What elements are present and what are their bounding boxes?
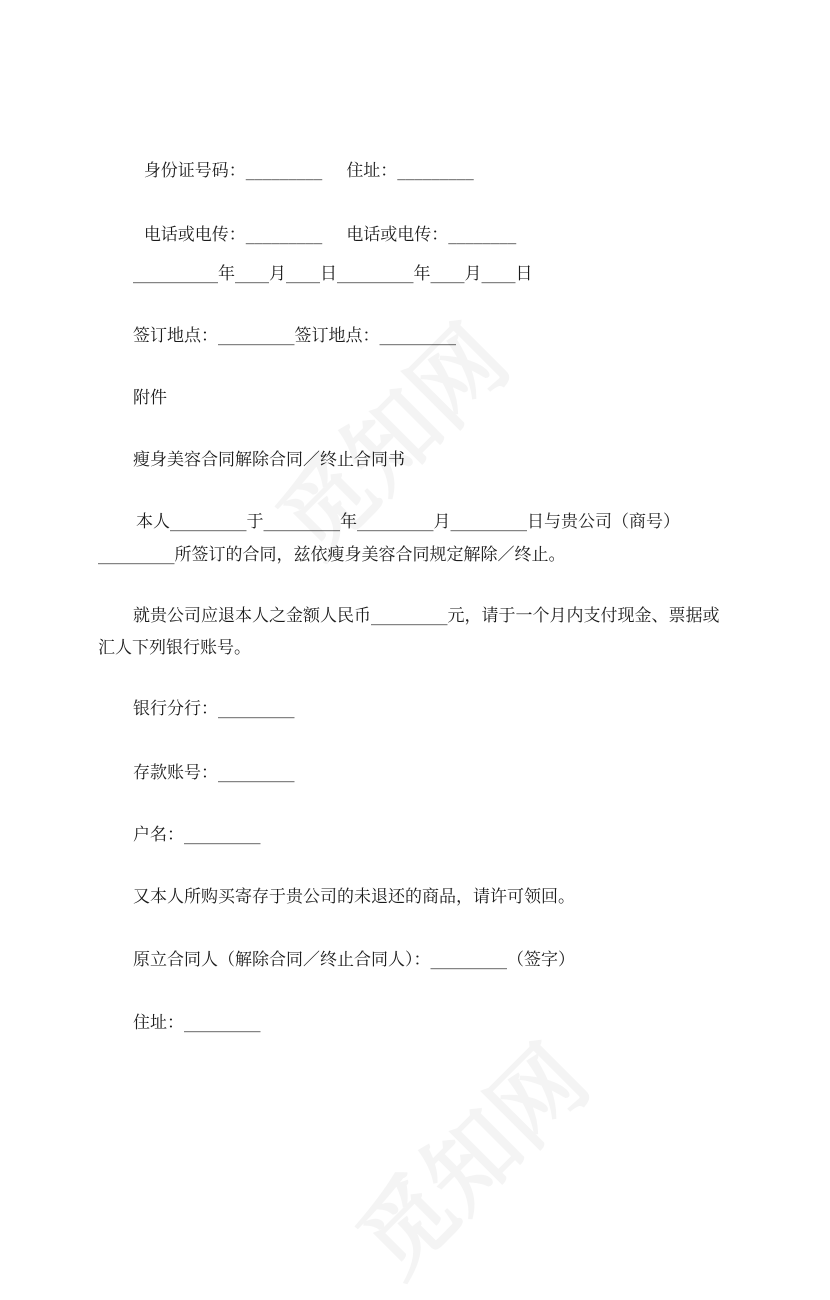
- account-number-field: 存款账号：_________: [133, 763, 295, 783]
- address-field-b: 住址：_________: [133, 1013, 261, 1033]
- paragraph-2-line-1: 就贵公司应退本人之金额人民币_________元，请于一个月内支付现金、票据或: [133, 606, 720, 626]
- phone-row: [133, 202, 516, 246]
- paragraph-2-line-2: 汇人下列银行账号。: [98, 638, 251, 658]
- bank-branch-field: 银行分行：_________: [133, 699, 295, 719]
- id-address-row: [133, 138, 474, 182]
- paragraph-1-line-1: 本人_________于_________年_________月_________日与贵公司（商号）: [136, 512, 680, 532]
- attachment-label: 附件: [133, 388, 167, 408]
- date-row: __________年____月____日_________年____月____日: [133, 264, 533, 284]
- signatory-field: 原立合同人（解除合同／终止合同人）：_________（签字）: [133, 950, 575, 970]
- goods-note: 又本人所购买寄存于贵公司的未退还的商品，请许可领回。: [133, 887, 575, 907]
- phone-field-a: 电话或电传：_________: [143, 225, 323, 245]
- account-name-field: 户名：_________: [133, 825, 261, 845]
- address-field-a: 住址：_________: [346, 161, 474, 181]
- document-title: 瘦身美容合同解除合同／终止合同书: [133, 450, 405, 470]
- paragraph-1-line-2: _________所签订的合同，兹依瘦身美容合同规定解除／终止。: [98, 545, 566, 565]
- sign-place-row: 签订地点：_________签订地点：_________: [133, 326, 456, 346]
- phone-field-b: 电话或电传：________: [346, 225, 517, 245]
- id-number-field: 身份证号码：_________: [143, 161, 323, 181]
- watermark-bottom: [324, 1012, 613, 1300]
